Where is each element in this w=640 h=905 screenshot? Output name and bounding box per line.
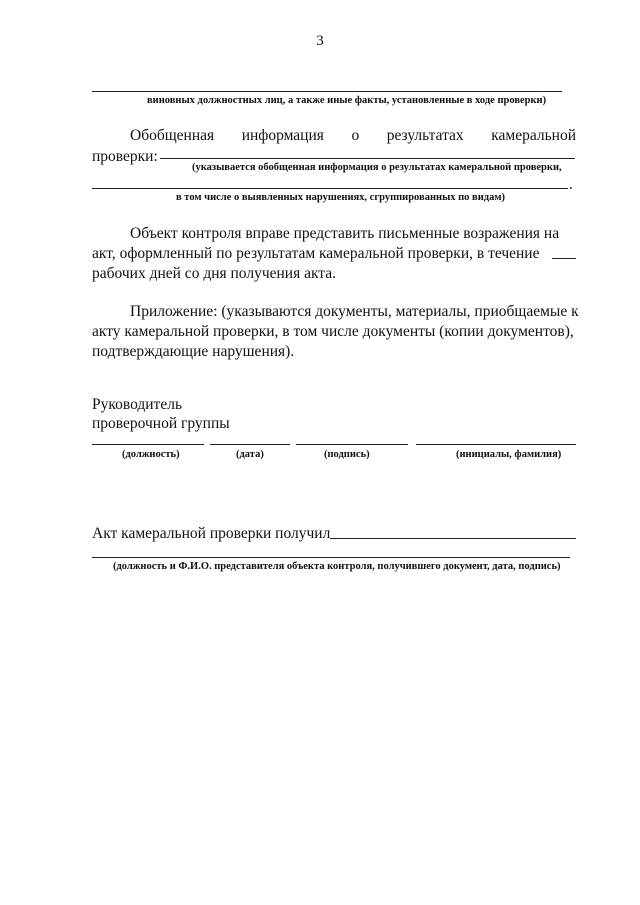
signature-line-position [92, 444, 204, 445]
fill-line [92, 91, 562, 92]
page-number: 3 [316, 33, 324, 49]
days-blank-line [552, 258, 576, 259]
caption-violations: в том числе о выявленных нарушениях, сгруппированных по видам) [176, 192, 505, 203]
label-position: (должность) [122, 449, 180, 460]
summary-heading [92, 126, 576, 146]
signature-title-2: проверочной группы [92, 415, 230, 432]
label-signature: (подпись) [324, 449, 370, 460]
receipt-label: Акт камеральной проверки получил [92, 525, 331, 542]
fill-line [92, 188, 568, 189]
signature-line-date [210, 444, 290, 445]
objection-line-3: рабочих дней со дня получения акта. [92, 265, 337, 282]
attachment-line-2: акту камеральной проверки, в том числе документы (копии документов), [92, 323, 574, 340]
caption-violators: виновных должностных лиц, а также иные факты, установленные в ходе проверки) [147, 95, 547, 106]
word: о [351, 127, 360, 144]
word: камеральной [491, 127, 576, 144]
attachment-line-1: Приложение: (указываются документы, материалы, приобщаемые к [130, 303, 579, 320]
signature-title-1: Руководитель [92, 396, 183, 413]
receipt-fill-line [330, 538, 576, 539]
objection-line-2: акт, оформленный по результатам камеральной проверки, в течение [92, 245, 540, 262]
receipt-detail-line [92, 557, 570, 558]
summary-label: проверки: [92, 148, 158, 165]
end-mark: . [569, 176, 573, 193]
objection-line-1: Объект контроля вправе представить письменные возражения на [130, 225, 560, 242]
attachment-line-3: подтверждающие нарушения). [92, 343, 295, 360]
word: Обобщенная [130, 127, 215, 144]
word: результатах [386, 127, 464, 144]
label-date: (дата) [236, 449, 264, 460]
caption-summary: (указывается обобщенная информация о результатах камеральной проверки, [192, 162, 562, 173]
label-name: (инициалы, фамилия) [456, 449, 562, 460]
fill-line [160, 158, 575, 159]
word: информация [241, 127, 324, 144]
caption-receipt: (должность и Ф.И.О. представителя объекта контроля, получившего документ, дата, подпись) [113, 561, 561, 572]
signature-line-signature [296, 444, 408, 445]
signature-line-name [416, 444, 576, 445]
